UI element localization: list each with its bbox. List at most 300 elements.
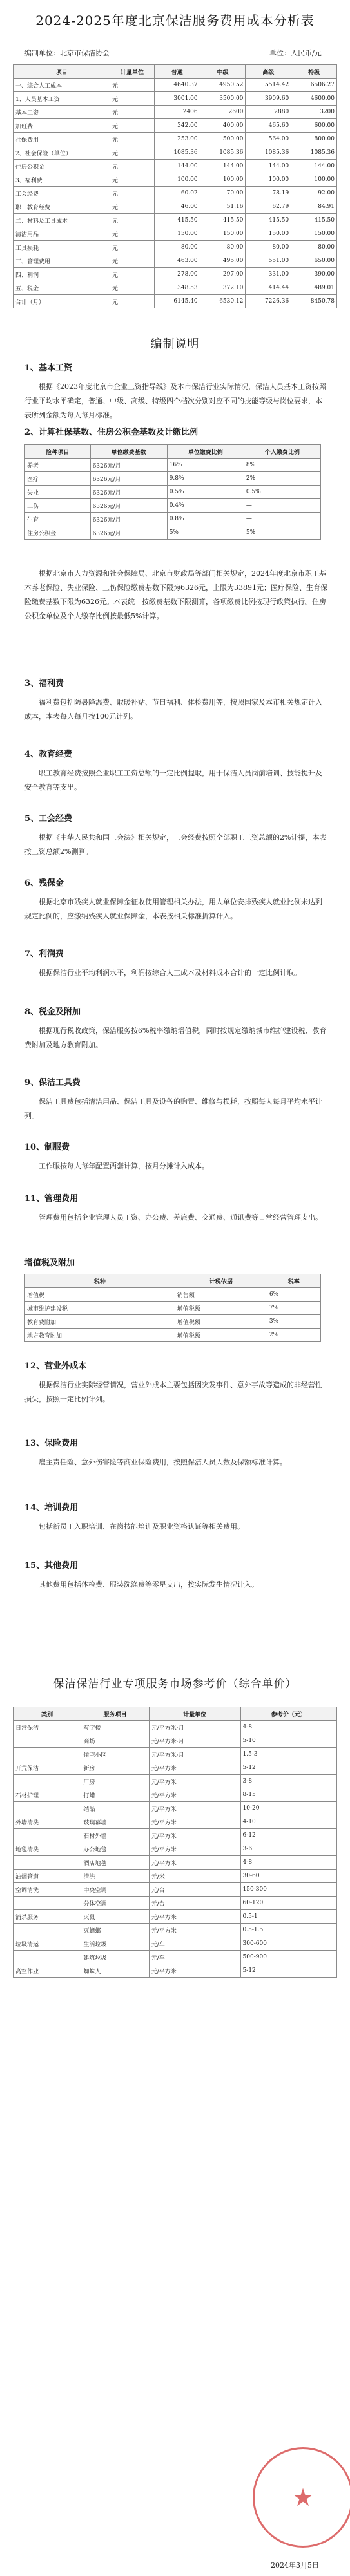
table-cell: 垃圾清运: [14, 1937, 81, 1951]
column-header: 个人缴费比例: [244, 445, 320, 459]
table-cell: 外墙清洗: [14, 1815, 81, 1829]
table-row: [14, 106, 337, 119]
table-row: [14, 1788, 337, 1802]
table-cell: 元/平方米: [149, 1910, 240, 1924]
section-9-title: 9、保洁工具费: [24, 1078, 81, 1088]
table-cell: 元: [110, 254, 155, 268]
table-cell: 元: [110, 268, 155, 281]
table-cell: 5-12: [240, 1761, 336, 1775]
table-row: [14, 187, 337, 200]
table-cell: 6%: [267, 1288, 320, 1302]
table-row: [14, 119, 337, 133]
table-cell: 生活垃圾: [81, 1937, 149, 1951]
table-row: [14, 1897, 337, 1910]
table-row: [25, 1315, 321, 1329]
table-cell: 372.10: [200, 281, 246, 295]
compiler-label: 编制单位：北京市保洁协会: [24, 49, 110, 57]
table-cell: 500-900: [240, 1951, 336, 1964]
table-row: [14, 1748, 337, 1761]
table-cell: 失业: [25, 486, 91, 499]
table-cell: 新房: [81, 1761, 149, 1775]
table-cell: 2600: [200, 106, 246, 119]
table-cell: 结晶: [81, 1802, 149, 1815]
table-cell: 2、社会保险（单位）: [14, 146, 110, 160]
table-cell: 3-6: [240, 1842, 336, 1856]
table-cell: 5-12: [240, 1964, 336, 1978]
table-cell: 800.00: [291, 133, 337, 146]
table-cell: 元/平方米: [149, 1775, 240, 1788]
table-cell: [14, 1856, 81, 1870]
column-header: 税率: [267, 1274, 320, 1288]
table-row: [14, 1910, 337, 1924]
table-cell: 元/台: [149, 1897, 240, 1910]
table-row: [14, 1951, 337, 1964]
table-cell: 5514.42: [246, 79, 291, 92]
table-cell: 三、管理费用: [14, 254, 110, 268]
table-cell: 5%: [167, 526, 244, 540]
table-row: [25, 499, 321, 513]
table-cell: 489.01: [291, 281, 337, 295]
table-cell: 增值税: [25, 1288, 175, 1302]
column-header: 特级: [291, 65, 337, 79]
table-cell: 工会经费: [14, 187, 110, 200]
table-cell: 工伤: [25, 499, 91, 513]
section-2-title: 2、计算社保基数、住房公积金基数及计缴比例: [24, 428, 199, 437]
table-row: [14, 281, 337, 295]
table-cell: 五、税金: [14, 281, 110, 295]
table-cell: 144.00: [200, 160, 246, 173]
table-cell: 60-120: [240, 1897, 336, 1910]
table-cell: 5%: [244, 526, 320, 540]
table-cell: 0.5-1.5: [240, 1924, 336, 1937]
table-cell: 一、综合人工成本: [14, 79, 110, 92]
table-cell: [14, 1775, 81, 1788]
table-row: [14, 1870, 337, 1883]
table-cell: 0.8%: [167, 513, 244, 526]
table-cell: 灭蟑螂: [81, 1924, 149, 1937]
table-cell: 150.00: [200, 227, 246, 241]
table-cell: 60.02: [154, 187, 200, 200]
column-header: 服务项目: [81, 1707, 149, 1721]
table-cell: 7%: [267, 1302, 320, 1315]
section-11-text: 管理费用包括企业管理人员工资、办公费、差旅费、交通费、通讯费等日常经营管理支出。: [39, 1213, 322, 1222]
table-cell: 331.00: [246, 268, 291, 281]
table-cell: 551.00: [246, 254, 291, 268]
table-cell: 415.50: [154, 214, 200, 227]
table-cell: 1085.36: [246, 146, 291, 160]
table-cell: 100.00: [246, 173, 291, 187]
table-cell: 增值税额: [175, 1302, 267, 1315]
unit-label: 单位：人民币/元: [269, 49, 322, 57]
table-cell: 6326元/月: [90, 486, 167, 499]
table-cell: 51.16: [200, 200, 246, 214]
table-row: [14, 214, 337, 227]
table-row: [14, 79, 337, 92]
insurance-table: [24, 444, 321, 540]
table-cell: 500.00: [200, 133, 246, 146]
table-cell: 564.00: [246, 133, 291, 146]
table-cell: 9.8%: [167, 472, 244, 486]
tax-table-title: 增值税及附加: [24, 1258, 75, 1268]
table-cell: 144.00: [154, 160, 200, 173]
table-row: [14, 1924, 337, 1937]
table-cell: 打蜡: [81, 1788, 149, 1802]
table-row: [14, 241, 337, 254]
table-cell: 玻璃幕墙: [81, 1815, 149, 1829]
table-cell: 4950.52: [200, 79, 246, 92]
table-cell: 灭鼠: [81, 1910, 149, 1924]
table-cell: 6145.40: [154, 295, 200, 308]
table-row: [14, 268, 337, 281]
table-cell: 0.4%: [167, 499, 244, 513]
table-cell: 住房公积金: [14, 160, 110, 173]
table-cell: 80.00: [246, 241, 291, 254]
table-cell: 元/平方米·月: [149, 1734, 240, 1748]
column-header: 税种: [25, 1274, 175, 1288]
table-cell: 415.50: [200, 214, 246, 227]
table-cell: [14, 1951, 81, 1964]
table-cell: 职工教育经费: [14, 200, 110, 214]
table-row: [14, 133, 337, 146]
section-4-text: 职工教育经费按照企业职工工资总额的一定比例提取，用于保洁人员岗前培训、技能提升及安全教育等支出。: [24, 769, 322, 791]
section-11-title: 11、管理费用: [24, 1194, 79, 1204]
tax-table: [24, 1274, 321, 1342]
table-cell: 蜘蛛人: [81, 1964, 149, 1978]
table-cell: 5-10: [240, 1734, 336, 1748]
table-cell: 元/平方米·月: [149, 1748, 240, 1761]
column-header: 中级: [200, 65, 246, 79]
table-cell: 2406: [154, 106, 200, 119]
table-cell: 6506.27: [291, 79, 337, 92]
table-cell: 278.00: [154, 268, 200, 281]
table-cell: 医疗: [25, 472, 91, 486]
table-row: [14, 1937, 337, 1951]
table-cell: 150.00: [246, 227, 291, 241]
section-12-text: 根据保洁行业实际经营情况，营业外成本主要包括因突发事件、意外事故等造成的非经营性损失，按照一定比例计列。: [24, 1381, 322, 1403]
table-cell: 100.00: [291, 173, 337, 187]
table-cell: 150.00: [291, 227, 337, 241]
table-cell: [14, 1897, 81, 1910]
section-12-title: 12、营业外成本: [24, 1361, 87, 1371]
table-cell: 6326元/月: [90, 459, 167, 472]
column-header: 险种项目: [25, 445, 91, 459]
table-cell: 92.00: [291, 187, 337, 200]
table-cell: 元: [110, 79, 155, 92]
table-row: [25, 1288, 321, 1302]
table-cell: 元: [110, 295, 155, 308]
table-cell: 0.5%: [244, 486, 320, 499]
table-row: [25, 513, 321, 526]
table-row: [14, 1842, 337, 1856]
table-cell: 300-600: [240, 1937, 336, 1951]
table-cell: 150.00: [154, 227, 200, 241]
table-cell: 8450.78: [291, 295, 337, 308]
table-row: [14, 295, 337, 308]
table-cell: 元/平方米: [149, 1802, 240, 1815]
table-cell: 6326元/月: [90, 472, 167, 486]
table-cell: 石材护理: [14, 1788, 81, 1802]
footer-date: 2024年3月5日: [271, 2561, 319, 2570]
section-3-text: 福利费包括防暑降温费、取暖补贴、节日福利、体检费用等，按照国家及本市相关规定计入成本，本表每人每月按100元计列。: [24, 698, 322, 721]
table-cell: 地毯清洗: [14, 1842, 81, 1856]
table-cell: 144.00: [246, 160, 291, 173]
table-row: [14, 254, 337, 268]
table-cell: 1085.36: [200, 146, 246, 160]
table-cell: 石材外墙: [81, 1829, 149, 1842]
table-cell: 元: [110, 241, 155, 254]
table-cell: 元: [110, 214, 155, 227]
table-cell: 600.00: [291, 119, 337, 133]
table-cell: 分体空调: [81, 1897, 149, 1910]
table-cell: 62.79: [246, 200, 291, 214]
section-13-text: 雇主责任险、意外伤害险等商业保险费用，按照保洁人员人数及保额标准计算。: [39, 1458, 287, 1466]
table-cell: 增值税额: [175, 1329, 267, 1342]
table-cell: 3200: [291, 106, 337, 119]
table-cell: 30-60: [240, 1870, 336, 1883]
table-cell: 合计（月）: [14, 295, 110, 308]
table-cell: 清洗: [81, 1870, 149, 1883]
table-cell: 100.00: [154, 173, 200, 187]
table-row: [14, 146, 337, 160]
column-header: 单位缴费比例: [167, 445, 244, 459]
table-cell: 元/车: [149, 1937, 240, 1951]
table-cell: 元: [110, 133, 155, 146]
table-cell: 元: [110, 92, 155, 106]
table-row: [14, 1734, 337, 1748]
column-header: 单位缴费基数: [90, 445, 167, 459]
table-cell: 住房公积金: [25, 526, 91, 540]
column-header: 计量单位: [110, 65, 155, 79]
section-3-title: 3、福利费: [24, 679, 64, 688]
column-header: 参考价（元）: [240, 1707, 336, 1721]
column-header: 项目: [14, 65, 110, 79]
table-cell: [14, 1924, 81, 1937]
table-cell: 3909.60: [246, 92, 291, 106]
column-header: 类别: [14, 1707, 81, 1721]
table-cell: 四、利润: [14, 268, 110, 281]
table-cell: 消杀服务: [14, 1910, 81, 1924]
section-5-title: 5、工会经费: [24, 814, 73, 824]
table-cell: 80.00: [291, 241, 337, 254]
table-cell: 2%: [267, 1329, 320, 1342]
table-cell: 1085.36: [154, 146, 200, 160]
table-cell: 78.19: [246, 187, 291, 200]
table-row: [14, 1802, 337, 1815]
table-cell: 1085.36: [291, 146, 337, 160]
table-cell: 元: [110, 106, 155, 119]
table-cell: 厂房: [81, 1775, 149, 1788]
section-4-title: 4、教育经费: [24, 750, 73, 759]
section-7-title: 7、利润费: [24, 949, 64, 959]
section-14-text: 包括新员工入职培训、在岗技能培训及职业资格认证等相关费用。: [39, 1522, 244, 1531]
table-cell: 元/台: [149, 1883, 240, 1897]
table-cell: 16%: [167, 459, 244, 472]
table-cell: 80.00: [154, 241, 200, 254]
table-cell: 495.00: [200, 254, 246, 268]
table-cell: 4-8: [240, 1721, 336, 1734]
column-header: 计量单位: [149, 1707, 240, 1721]
cost-table: [13, 64, 337, 308]
table-cell: 3-8: [240, 1775, 336, 1788]
table-cell: 加班费: [14, 119, 110, 133]
table-cell: 社保费用: [14, 133, 110, 146]
table-row: [14, 200, 337, 214]
section-7-text: 根据保洁行业平均利润水平，利润按综合人工成本及材料成本合计的一定比例计取。: [39, 969, 301, 977]
table-cell: 390.00: [291, 268, 337, 281]
table-cell: 城市维护建设税: [25, 1302, 175, 1315]
table-row: [14, 1815, 337, 1829]
section-8-title: 8、税金及附加: [24, 1007, 81, 1017]
table-row: [14, 227, 337, 241]
table-cell: 元: [110, 146, 155, 160]
section-2-text: 根据北京市人力资源和社会保障局、北京市财政局等部门相关规定，2024年度北京市职工基本养老保险、失业保险、工伤保险缴费基数下限为6326元，上限为33891元；医疗保险、生育保险缴费基数下限为6326元。本表统一按缴费基数下限测算，各项缴费比例按现行政策执行。住房公积金单位及个人缴存比例按最低5%计算。: [24, 569, 327, 620]
table-cell: 元/平方米: [149, 1964, 240, 1978]
table-cell: 4600.00: [291, 92, 337, 106]
table-cell: 3%: [267, 1315, 320, 1329]
column-header: 高级: [246, 65, 291, 79]
table-cell: 元: [110, 200, 155, 214]
table-cell: 80.00: [200, 241, 246, 254]
table-cell: [14, 1802, 81, 1815]
table-cell: 元: [110, 160, 155, 173]
table-cell: 46.00: [154, 200, 200, 214]
table-row: [25, 1329, 321, 1342]
table-cell: 地方教育附加: [25, 1329, 175, 1342]
table-cell: 元: [110, 227, 155, 241]
table-cell: 元/平方米: [149, 1856, 240, 1870]
table-cell: 油烟管道: [14, 1870, 81, 1883]
table-cell: 415.50: [291, 214, 337, 227]
table-cell: 元/平方米: [149, 1761, 240, 1775]
table-cell: 4640.37: [154, 79, 200, 92]
table-cell: [14, 1748, 81, 1761]
table-cell: 1.5-3: [240, 1748, 336, 1761]
table-cell: 8-15: [240, 1788, 336, 1802]
section-13-title: 13、保险费用: [24, 1439, 79, 1448]
price-ref-title: 保洁保洁行业专项服务市场参考价（综合单价）: [53, 1678, 297, 1690]
table-cell: 二、材料及工具成本: [14, 214, 110, 227]
table-cell: 工具损耗: [14, 241, 110, 254]
table-cell: 住宅小区: [81, 1748, 149, 1761]
table-cell: 高空作业: [14, 1964, 81, 1978]
table-cell: 元/平方米: [149, 1924, 240, 1937]
table-cell: 150-300: [240, 1883, 336, 1897]
table-cell: 0.5%: [167, 486, 244, 499]
table-cell: [14, 1734, 81, 1748]
table-cell: 元/平方米: [149, 1788, 240, 1802]
table-cell: 元/米: [149, 1870, 240, 1883]
official-seal: [253, 2447, 350, 2548]
table-cell: —: [244, 499, 320, 513]
section-5-text: 根据《中华人民共和国工会法》相关规定，工会经费按照全部职工工资总额的2%计提，本表按工资总额2%测算。: [24, 833, 327, 856]
seal-star-icon: ★: [291, 2483, 315, 2512]
table-cell: 销售额: [175, 1288, 267, 1302]
section-10-text: 工作服按每人每年配置两套计算，按月分摊计入成本。: [39, 1162, 209, 1170]
table-cell: 教育费附加: [25, 1315, 175, 1329]
table-cell: 1、人员基本工资: [14, 92, 110, 106]
table-cell: 84.91: [291, 200, 337, 214]
document-title: 2024-2025年度北京保洁服务费用成本分析表: [35, 13, 315, 28]
table-cell: 10-20: [240, 1802, 336, 1815]
table-cell: 商场: [81, 1734, 149, 1748]
section-15-title: 15、其他费用: [24, 1561, 79, 1571]
table-cell: 348.53: [154, 281, 200, 295]
table-row: [25, 526, 321, 540]
table-cell: 8%: [244, 459, 320, 472]
table-row: [25, 486, 321, 499]
table-row: [14, 1964, 337, 1978]
table-cell: 400.00: [200, 119, 246, 133]
price-ref-table: [13, 1707, 337, 1978]
table-row: [14, 1721, 337, 1734]
section-6-text: 根据北京市残疾人就业保障金征收使用管理相关办法，用人单位安排残疾人就业比例未达到规定比例的，应缴纳残疾人就业保障金，本表按相关标准折算计入。: [24, 898, 322, 920]
section-1-title: 1、基本工资: [24, 363, 73, 373]
table-row: [14, 173, 337, 187]
table-row: [14, 1761, 337, 1775]
table-row: [14, 1883, 337, 1897]
table-cell: 元: [110, 281, 155, 295]
table-cell: 253.00: [154, 133, 200, 146]
table-cell: —: [244, 513, 320, 526]
section-9-text: 保洁工具费包括清洁用品、保洁工具及设备的购置、维修与损耗，按照每人每月平均水平计列。: [24, 1097, 322, 1120]
table-cell: 建筑垃圾: [81, 1951, 149, 1964]
table-cell: 3、福利费: [14, 173, 110, 187]
table-cell: 3500.00: [200, 92, 246, 106]
section-6-title: 6、残保金: [24, 878, 64, 888]
explain-title: 编制说明: [150, 337, 200, 351]
table-cell: [14, 1829, 81, 1842]
table-row: [14, 160, 337, 173]
table-cell: 6530.12: [200, 295, 246, 308]
table-row: [14, 1829, 337, 1842]
table-row: [25, 459, 321, 472]
table-cell: 元: [110, 173, 155, 187]
table-cell: 415.50: [246, 214, 291, 227]
table-cell: 463.00: [154, 254, 200, 268]
table-cell: 70.00: [200, 187, 246, 200]
table-cell: 0.5-1: [240, 1910, 336, 1924]
table-cell: 100.00: [200, 173, 246, 187]
column-header: 普通: [154, 65, 200, 79]
table-row: [25, 472, 321, 486]
table-cell: 日常保洁: [14, 1721, 81, 1734]
table-cell: 养老: [25, 459, 91, 472]
table-cell: 144.00: [291, 160, 337, 173]
table-cell: 生育: [25, 513, 91, 526]
table-cell: 元/平方米: [149, 1829, 240, 1842]
table-cell: 650.00: [291, 254, 337, 268]
table-cell: 写字楼: [81, 1721, 149, 1734]
table-cell: 4-10: [240, 1815, 336, 1829]
table-cell: 元: [110, 119, 155, 133]
table-cell: 6-12: [240, 1829, 336, 1842]
table-cell: 元: [110, 187, 155, 200]
table-cell: 297.00: [200, 268, 246, 281]
table-cell: 6326元/月: [90, 513, 167, 526]
table-cell: 空调清洗: [14, 1883, 81, 1897]
table-row: [25, 1302, 321, 1315]
table-row: [14, 92, 337, 106]
table-cell: 元/车: [149, 1951, 240, 1964]
table-cell: 基本工资: [14, 106, 110, 119]
table-cell: 2%: [244, 472, 320, 486]
table-cell: 中央空调: [81, 1883, 149, 1897]
column-header: 计税依据: [175, 1274, 267, 1288]
table-cell: 元/平方米: [149, 1842, 240, 1856]
table-row: [14, 1856, 337, 1870]
section-15-text: 其他费用包括体检费、服装洗涤费等零星支出，按实际发生情况计入。: [39, 1580, 258, 1589]
table-cell: 办公地毯: [81, 1842, 149, 1856]
